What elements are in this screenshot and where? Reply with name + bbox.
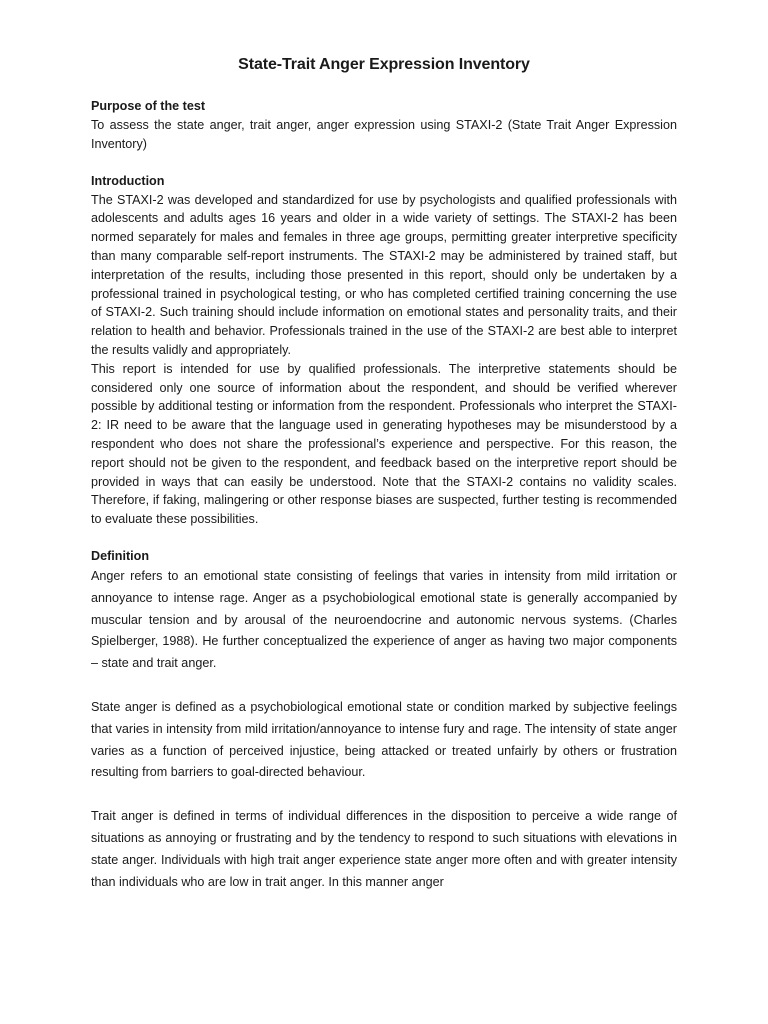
definition-paragraph: State anger is defined as a psychobiological emotional state or condition marked by subjective feelings that varies in intensity from mild irritation/annoyance to intense fury and rage. The intensity of state anger varies as a function of perceived injustice, being attacked or treated unfairly by others or frustration resulting from barriers to goal-directed behaviour. [91,699,677,780]
introduction-paragraph: The STAXI-2 was developed and standardized for use by psychologists and qualified professionals with adolescents and adults ages 16 years and older in a wide variety of settings. The STAXI-2 has been normed separately for males and females in three age groups, permitting greater interpretive specificity than many comparable self-report instruments. The STAXI-2 may be administered by trained staff, but interpretation of the results, including those presented in this report, should only be undertaken by a professional trained in psychological testing, or who has completed certified training concerning the use of STAXI-2. Such training should include information on emotional states and personality traits, and their relation to health and behavior. Professionals trained in the use of the STAXI-2 are best able to interpret the results validly and appropriately. [91,192,677,357]
document-title: State-Trait Anger Expression Inventory [238,56,530,73]
spacer [91,675,677,697]
spacer [91,529,677,547]
document-body [91,97,677,893]
definition-paragraph: Trait anger is defined in terms of individual differences in the disposition to perceive a wide range of situations as annoying or frustrating and by the tendency to respond to such situations with elevations in state anger. Individuals with high trait anger experience state anger more often and with greater intensity than individuals who are low in trait anger. In this manner anger [91,809,677,889]
purpose-heading: Purpose of the test [91,99,206,113]
introduction-paragraph: This report is intended for use by qualified professionals. The interpretive statements should be considered only one source of information about the respondent, and should be verified wherever possible by additional testing or information from the respondent. Professionals who interpret the STAXI-2: IR need to be aware that the language used in generating hypotheses may be misunderstood by a respondent who does not share the professional’s experience and perspective. For this reason, the report should not be given to the respondent, and feedback based on the interpretive report should be provided in ways that can easily be understood. Note that the STAXI-2 contains no validity scales. Therefore, if faking, malingering or other response biases are suspected, further testing is recommended to evaluate these possibilities. [91,361,677,527]
definition-paragraph: Anger refers to an emotional state consisting of feelings that varies in intensity from mild irritation or annoyance to intense rage. Anger as a psychobiological emotional state is generally accompanied by muscular tension and by arousal of the neuroendocrine and autonomic nervous systems. (Charles Spielberger, 1988). He further conceptualized the experience of anger as having two major components – state and trait anger. [91,568,677,671]
definition-heading: Definition [91,548,150,563]
introduction-heading: Introduction [91,173,165,188]
purpose-text: To assess the state anger, trait anger, anger expression using STAXI-2 (State Trait Anger Expression Inventory) [91,118,677,151]
spacer [91,784,677,806]
spacer [91,154,677,172]
